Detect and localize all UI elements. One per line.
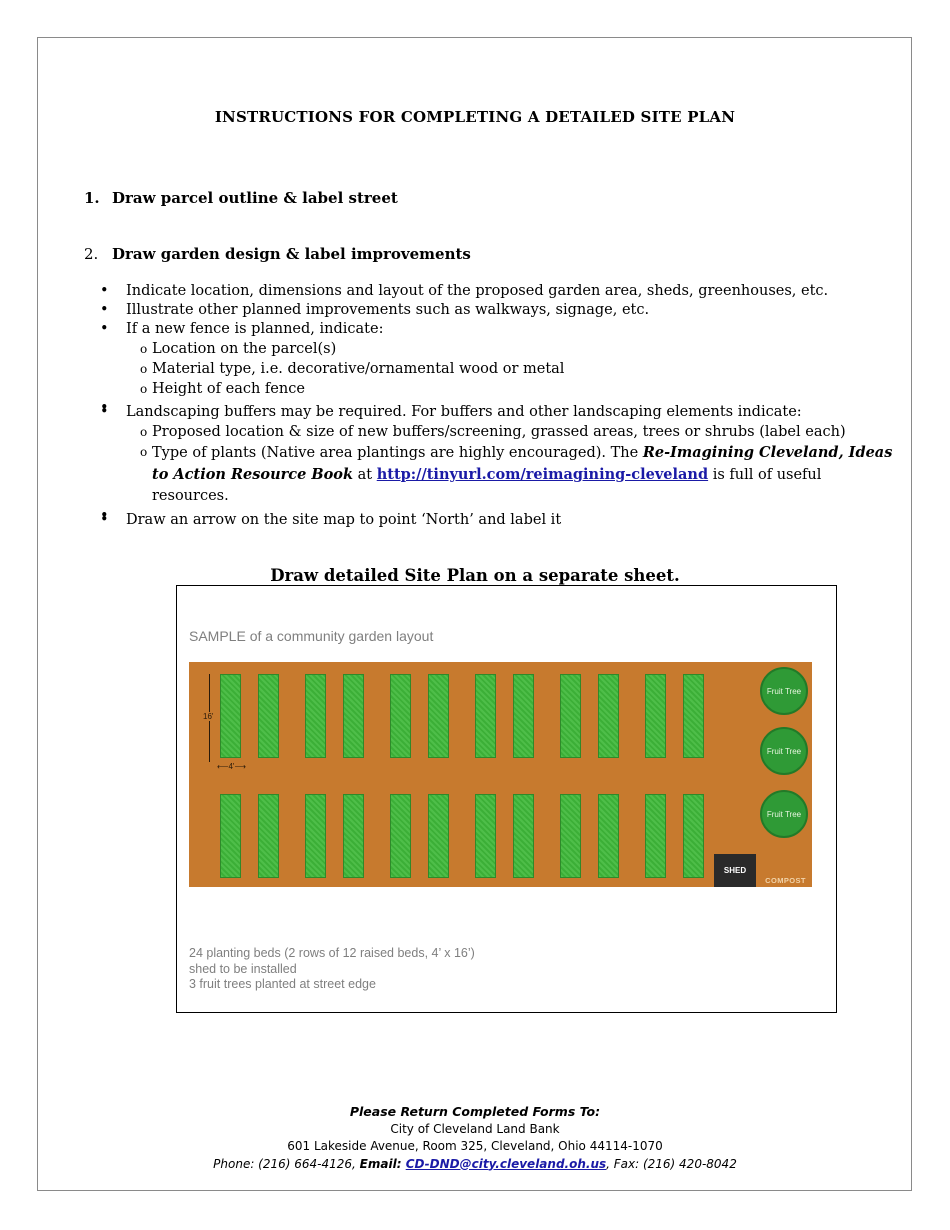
planting-bed: [258, 674, 279, 758]
shed-icon: SHED: [714, 854, 756, 887]
resource-book-link[interactable]: http://tinyurl.com/reimagining-cleveland: [376, 466, 709, 483]
planting-bed: [683, 674, 704, 758]
step-1: [84, 189, 398, 207]
at-text: at: [353, 467, 377, 483]
resource-book-title: Re-Imagining Cleveland, Ideas to Action Resource Book: [152, 444, 893, 483]
footer-organization: City of Cleveland Land Bank: [390, 1121, 560, 1136]
footer-fax: , Fax: (216) 420-8042: [606, 1156, 737, 1171]
sample-label: SAMPLE of a community garden layout: [189, 628, 434, 644]
sub-list-item: o Height of each fence: [126, 379, 900, 399]
footer-phone: Phone: (216) 664-4126,: [213, 1156, 360, 1171]
planting-bed: [560, 674, 581, 758]
instruction-list: [100, 282, 900, 530]
list-item: • Illustrate other planned improvements such as walkways, signage, etc.: [100, 301, 900, 320]
planting-bed: [428, 794, 449, 878]
planting-bed: [560, 794, 581, 878]
planting-bed: [390, 674, 411, 758]
sub-list-item: o Location on the parcel(s): [126, 339, 900, 359]
garden-layout-map: [189, 662, 812, 887]
sample-caption: [189, 946, 475, 993]
planting-bed: [683, 794, 704, 878]
planting-bed: [343, 794, 364, 878]
bed-width-label: ⟵4'⟶: [217, 762, 246, 771]
sample-box: [176, 585, 837, 1013]
footer-contact: [0, 1156, 950, 1174]
sub-list-item: o Material type, i.e. decorative/ornamental wood or metal: [126, 359, 900, 379]
list-item-text: Landscaping buffers may be required. For buffers and other landscaping elements indicate:: [126, 404, 802, 420]
planting-bed: [220, 794, 241, 878]
planting-bed: [645, 794, 666, 878]
step-2-text: Draw garden design & label improvements: [112, 245, 471, 263]
sub-list-item: o Proposed location & size of new buffers/screening, grassed areas, trees or shrubs (label each): [126, 422, 900, 442]
footer-email-label: Email:: [359, 1156, 406, 1171]
list-item: • Draw an arrow on the site map to point ‘North’ and label it: [100, 511, 900, 530]
footer-address: 601 Lakeside Avenue, Room 325, Cleveland, Ohio 44114-1070: [287, 1139, 663, 1153]
return-address-footer: [0, 1103, 950, 1173]
planting-bed: [513, 794, 534, 878]
bed-length-label: 16': [203, 712, 214, 721]
step-1-text: Draw parcel outline & label street: [112, 189, 398, 207]
planting-bed: [305, 794, 326, 878]
fruit-tree-icon: Fruit Tree: [760, 667, 808, 715]
step-2: [84, 245, 471, 263]
sample-heading: Draw detailed Site Plan on a separate sheet.: [270, 566, 680, 585]
planting-bed: [513, 674, 534, 758]
list-item: • Indicate location, dimensions and layout of the proposed garden area, sheds, greenhouses, etc.: [100, 282, 900, 301]
resources-text: is full of useful resources.: [152, 467, 822, 504]
planting-bed: [475, 794, 496, 878]
planting-bed: [305, 674, 326, 758]
footer-email-link[interactable]: CD-DND@city.cleveland.oh.us: [405, 1156, 607, 1171]
planting-bed: [390, 794, 411, 878]
caption-line: 24 planting beds (2 rows of 12 raised beds, 4’ x 16’): [189, 946, 475, 960]
planting-bed: [343, 674, 364, 758]
planting-bed: [220, 674, 241, 758]
sub-list-item: [126, 442, 900, 507]
plants-text: Type of plants (Native area plantings are highly encouraged). The: [152, 445, 643, 461]
planting-bed: [598, 674, 619, 758]
footer-heading: Please Return Completed Forms To:: [349, 1104, 601, 1119]
fence-sublist: [126, 339, 900, 399]
landscaping-sublist: [126, 422, 900, 507]
planting-bed: [598, 794, 619, 878]
planting-bed: [475, 674, 496, 758]
fruit-tree-icon: Fruit Tree: [760, 790, 808, 838]
page-title: INSTRUCTIONS FOR COMPLETING A DETAILED SITE PLAN: [214, 108, 736, 126]
step-1-number: 1.: [84, 189, 100, 207]
planting-bed: [428, 674, 449, 758]
list-item: [100, 320, 900, 399]
list-item: [100, 403, 900, 507]
caption-line: shed to be installed: [189, 961, 297, 976]
compost-area: COMPOST: [765, 876, 806, 885]
fruit-tree-icon: Fruit Tree: [760, 727, 808, 775]
caption-line: 3 fruit trees planted at street edge: [189, 977, 376, 991]
planting-bed: [258, 794, 279, 878]
planting-bed: [645, 674, 666, 758]
step-2-number: 2.: [84, 245, 99, 263]
list-item-text: If a new fence is planned, indicate:: [126, 321, 384, 337]
